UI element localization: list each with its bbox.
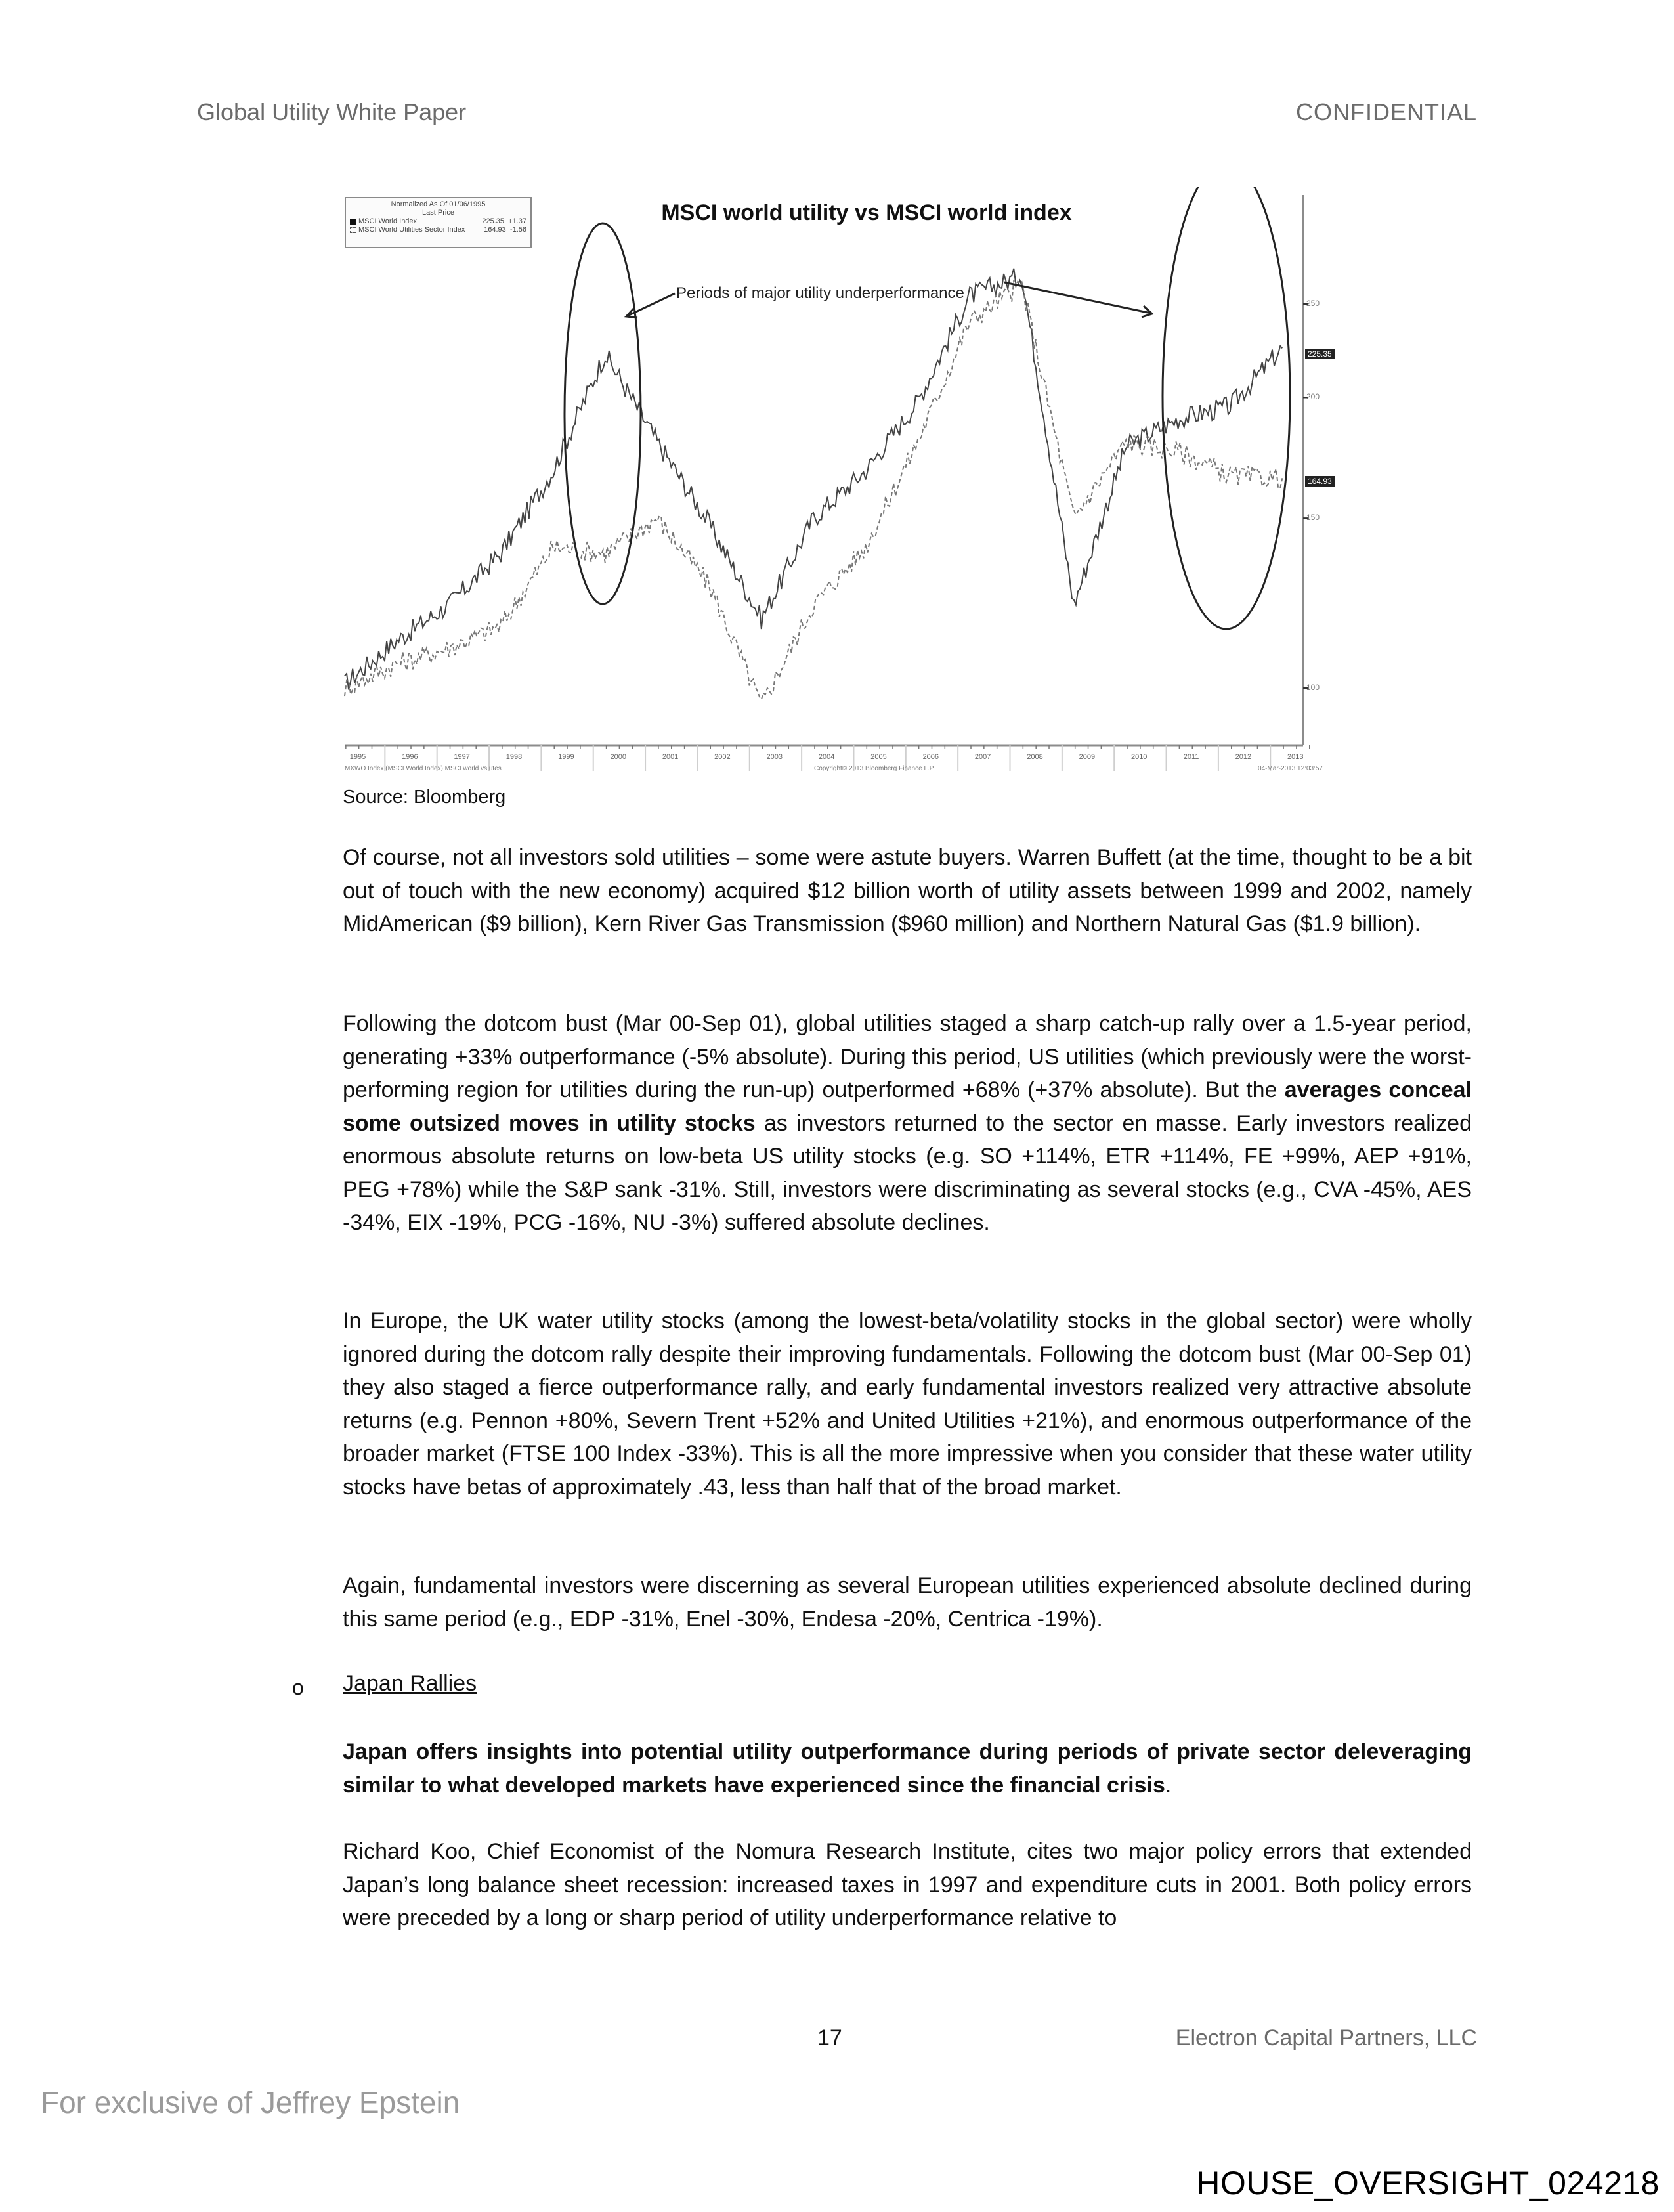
x-tick-label: 2010 <box>1130 753 1148 761</box>
subheading-japan-rallies: Japan Rallies <box>343 1671 477 1696</box>
legend-normalized: Normalized As Of 01/06/1995 <box>391 200 486 208</box>
x-tick-label: 2008 <box>1027 753 1043 761</box>
paragraph-uk-water: In Europe, the UK water utility stocks (among the lowest-beta/volatility stocks in the global sector) were wholly ignored during the dotcom rally despite their improving fundamentals. Following the dotcom bust (Mar 00-Sep 01) they also staged a fierce outperformance rally, and early fundamental investors realized very attractive absolute returns (e.g. Pennon +80%, Severn Trent +52% and United Utilities +21%), and enormous outperformance of the broader market (FTSE 100 Index -33%). This is all the more impressive when you consider that these water utility stocks have betas of approximately .43, less than half that of the broad market. <box>343 1309 1472 1500</box>
chart-title: MSCI world utility vs MSCI world index <box>661 200 1072 225</box>
confidential-label: CONFIDENTIAL <box>1295 98 1477 125</box>
firm-name: Electron Capital Partners, LLC <box>1175 2026 1477 2050</box>
x-tick-label: 2005 <box>870 753 887 761</box>
x-tick-label: 1997 <box>454 753 470 761</box>
x-tick-label: 2004 <box>818 753 835 761</box>
x-tick-label: 2000 <box>610 753 626 761</box>
chart-annotation: Periods of major utility underperformance <box>676 284 964 302</box>
chart-source: Source: Bloomberg <box>343 787 506 808</box>
world-last-price-flag: 225.35 <box>1305 349 1335 359</box>
x-tick-label: 2012 <box>1235 753 1252 761</box>
chart-figure <box>341 187 1339 791</box>
chart-timestamp: 04-Mar-2013 12:03:57 <box>1258 765 1323 772</box>
x-tick-label: 2001 <box>662 753 679 761</box>
y-tick-label: 250 <box>1306 299 1320 308</box>
watermark: For exclusive of Jeffrey Epstein <box>41 2085 460 2119</box>
x-tick-label: 2002 <box>714 753 731 761</box>
y-tick-label: 200 <box>1306 392 1320 402</box>
bates-number: HOUSE_OVERSIGHT_024218 <box>1196 2165 1660 2201</box>
legend-last-price: Last Price <box>422 209 454 217</box>
x-tick-label: 2013 <box>1287 753 1304 761</box>
chart-ticker-caption: MXWO Index (MSCI World Index) MSCI world vs utes <box>345 765 502 772</box>
y-tick-label: 150 <box>1306 513 1320 523</box>
utilities-last-price-flag: 164.93 <box>1305 476 1335 487</box>
bold-emphasis: averages conceal some outsized moves in utility stocks <box>343 1077 1472 1136</box>
paragraph-european-declines: Again, fundamental investors were discerning as several European utilities experienced absolute declined during this same period (e.g., EDP -31%, Enel -30%, Endesa -20%, Centrica -19%). <box>343 1573 1472 1632</box>
paragraph-japan-insight: Japan offers insights into potential utility outperformance during periods of private sector deleveraging similar to what developed markets have experienced since the financial crisis. <box>343 1739 1472 1798</box>
x-tick-label: 2006 <box>922 753 939 761</box>
x-tick-label: 1998 <box>505 753 523 761</box>
chart-plot <box>341 187 1339 791</box>
document-title: Global Utility White Paper <box>197 98 467 125</box>
x-tick-label: 2003 <box>766 753 783 761</box>
bullet-marker: o <box>292 1676 304 1699</box>
paragraph-richard-koo: Richard Koo, Chief Economist of the Nomura Research Institute, cites two major policy errors that extended Japan’s long balance sheet recession: increased taxes in 1997 and expenditure cuts in 2001. Both policy errors were preceded by a long or sharp period of utility underperformance relative to <box>343 1839 1472 1930</box>
legend-row-world: MSCI World Index 225.35 +1.37 <box>350 217 526 226</box>
x-tick-label: 1995 <box>349 753 366 761</box>
paragraph-dotcom-rally: Following the dotcom bust (Mar 00-Sep 01), global utilities staged a sharp catch-up rally over a 1.5-year period, generating +33% outperformance (-5% absolute). During this period, US utilities (which previously were the worst-performing region for utilities during the run-up) outperformed +68% (+37% absolute). But the averages conceal some outsized moves in utility stocks as investors returned to the sector en masse. Early investors realized enormous absolute returns on low-beta US utility stocks (e.g. SO +114%, ETR +114%, FE +99%, AEP +91%, PEG +78%) while the S&P sank -31%. Still, investors were discriminating as several stocks (e.g., CVA -45%, AES -34%, EIX -19%, PCG -16%, NU -3%) suffered absolute declines. <box>343 1011 1472 1235</box>
x-tick-label: 2007 <box>974 753 991 761</box>
x-tick-label: 2009 <box>1079 753 1096 761</box>
legend-row-utilities: MSCI World Utilities Sector Index 164.93 -1.56 <box>350 226 526 234</box>
page-number: 17 <box>817 2026 842 2050</box>
x-tick-label: 1999 <box>558 753 574 761</box>
chart-copyright: Copyright© 2013 Bloomberg Finance L.P. <box>814 765 935 772</box>
dashed-swatch-icon <box>350 227 356 233</box>
paragraph-buffett: Of course, not all investors sold utilities – some were astute buyers. Warren Buffett (at the time, thought to be a bit out of touch with the new economy) acquired $12 billion worth of utility assets between 1999 and 2002, namely MidAmerican ($9 billion), Kern River Gas Transmission ($960 million) and Northern Natural Gas ($1.9 billion). <box>343 845 1472 936</box>
x-tick-label: 2011 <box>1183 753 1199 761</box>
y-tick-label: 100 <box>1306 683 1320 692</box>
x-tick-label: 1996 <box>402 753 418 761</box>
